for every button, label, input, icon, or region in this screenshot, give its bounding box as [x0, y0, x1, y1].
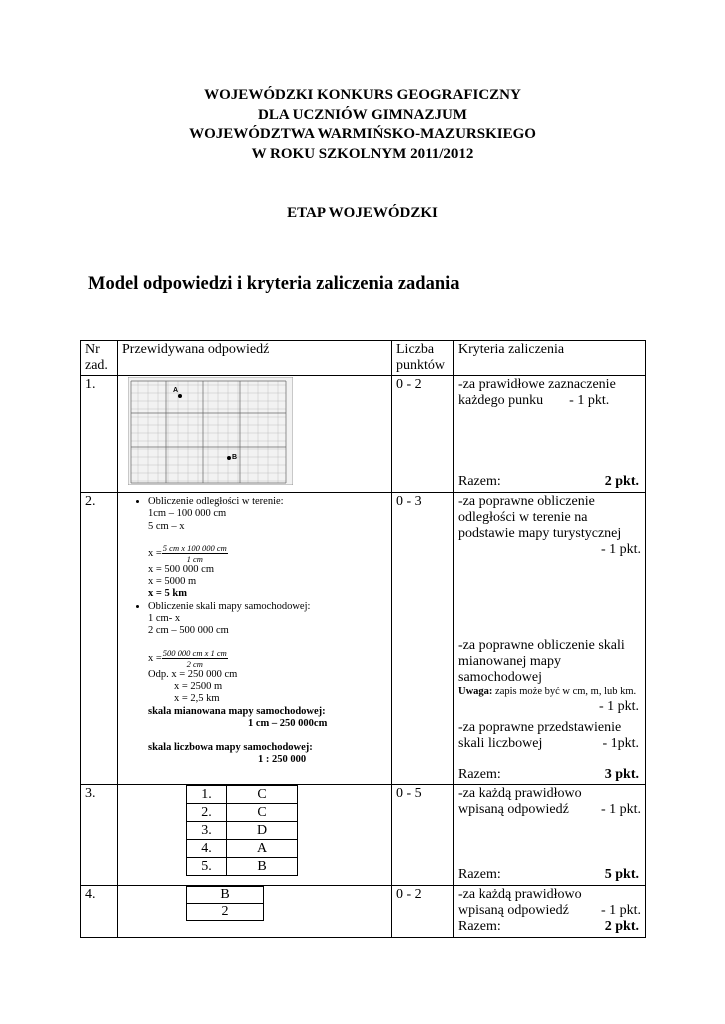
header-answer: Przewidywana odpowiedź	[118, 341, 392, 376]
answers-table-task4	[186, 886, 264, 921]
row3-points: 0 - 5	[392, 785, 454, 886]
row2-total: Razem: 3 pkt.	[458, 767, 639, 782]
map-point-b-label: B	[232, 454, 238, 461]
table-header-row	[81, 341, 646, 376]
answer-number: 2.	[187, 804, 227, 822]
task4-answer-1: B	[187, 887, 264, 904]
header-line-2: DLA UCZNIÓW GIMNAZJUM	[258, 106, 467, 123]
answer-key-table	[80, 340, 646, 938]
row3-total: Razem: 5 pkt.	[458, 867, 639, 882]
row4-criteria: -za każdą prawidłowo wpisaną odpowiedź - 1 pkt. Razem: 2 pkt.	[454, 886, 646, 938]
row2-criteria: -za poprawne obliczenie odległości w terenie na podstawie mapy turystycznej - 1 pkt. -za poprawne obliczenie skali mianowanej mapy samochodowej Uwaga: zapis może być w cm, m, lub km. - 1 pkt. -za poprawne przedstawienie skali liczbowej - 1pkt. Razem: 3 pkt.	[454, 493, 646, 785]
model-title: Model odpowiedzi i kryteria zaliczenia zadania	[88, 274, 460, 294]
answer-row	[187, 840, 298, 858]
solution-part-2: • Obliczenie skali mapy samochodowej: 1 cm- x 2 cm – 500 000 cm x = $\frac{\text{500 000 cm x 1 cm}}{2 cm}$ Odp. x = 250 000 cm x = 2500 m x = 2,5 km skala mianowana mapy samochodowej: 1 cm – 250 000cm skala liczbowa mapy samochodowej: 1 : 250 000	[148, 601, 387, 767]
answer-number: 4.	[187, 840, 227, 858]
document-header	[0, 86, 725, 164]
header-line-1: WOJEWÓDZKI KONKURS GEOGRAFICZNY	[204, 87, 521, 103]
row4-points: 0 - 2	[392, 886, 454, 938]
table-row	[81, 886, 646, 938]
map-point-b-marker	[227, 456, 231, 460]
fraction-scale: $\frac{\text{500 000 cm x 1 cm}}{2 cm}$	[162, 647, 227, 669]
table-row	[81, 376, 646, 493]
header-criteria: Kryteria zaliczenia	[454, 341, 646, 376]
row4-answer	[118, 886, 392, 938]
table-row	[81, 493, 646, 785]
answers-table-task3	[186, 785, 298, 876]
answer-row	[187, 804, 298, 822]
map-grid-image	[128, 377, 293, 485]
row4-total: Razem: 2 pkt.	[458, 919, 639, 934]
answer-value: A	[227, 840, 298, 858]
solution-part-1: • Obliczenie odległości w terenie: 1cm – 100 000 cm 5 cm – x x = $\frac{\text{5 cm x 100 000 cm}}{1 cm}$ x = 500 000 cm x = 5000 m x = 5 km	[148, 496, 387, 601]
answer-number: 3.	[187, 822, 227, 840]
answer-row	[187, 858, 298, 876]
row2-answer	[118, 493, 392, 785]
header-line-3: WOJEWÓDZTWA WARMIŃSKO-MAZURSKIEGO	[189, 126, 536, 142]
answer-number: 5.	[187, 858, 227, 876]
row1-answer	[118, 376, 392, 493]
stage-title: ETAP WOJEWÓDZKI	[287, 205, 438, 221]
row1-points: 0 - 2	[392, 376, 454, 493]
row2-points: 0 - 3	[392, 493, 454, 785]
answer-value: D	[227, 822, 298, 840]
header-points: Liczba punktów	[392, 341, 454, 376]
map-point-a-label: A	[173, 387, 179, 394]
row3-criteria: -za każdą prawidłowo wpisaną odpowiedź - 1 pkt. Razem: 5 pkt.	[454, 785, 646, 886]
row1-total: Razem: 2 pkt.	[458, 474, 639, 489]
task4-answer-2: 2	[187, 904, 264, 921]
row1-criteria: -za prawidłowe zaznaczenie każdego punku - 1 pkt. Razem: 2 pkt.	[454, 376, 646, 493]
header-nr: Nr zad.	[81, 341, 118, 376]
answer-row	[187, 786, 298, 804]
fraction-distance: $\frac{\text{5 cm x 100 000 cm}}{1 cm}$	[162, 542, 227, 564]
table-row	[81, 785, 646, 886]
answer-value: C	[227, 786, 298, 804]
map-point-a-marker	[178, 394, 182, 398]
header-line-4: W ROKU SZKOLNYM 2011/2012	[251, 145, 474, 162]
answer-row	[187, 822, 298, 840]
answer-number: 1.	[187, 786, 227, 804]
row2-nr: 2.	[81, 493, 118, 785]
row1-nr: 1.	[81, 376, 118, 493]
answer-value: B	[227, 858, 298, 876]
row3-answer	[118, 785, 392, 886]
row3-nr: 3.	[81, 785, 118, 886]
row4-nr: 4.	[81, 886, 118, 938]
answer-value: C	[227, 804, 298, 822]
